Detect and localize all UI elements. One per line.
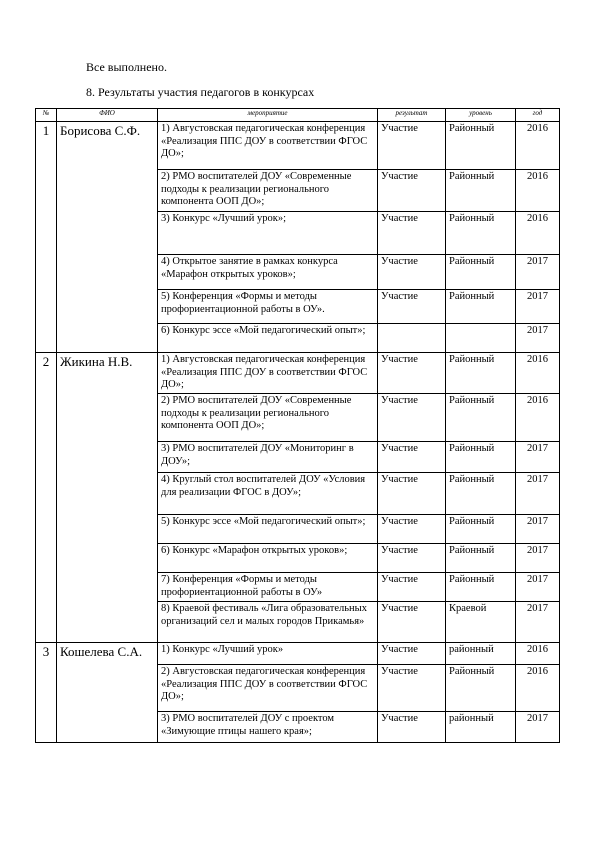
result-cell: Участие bbox=[378, 394, 446, 442]
result-cell: Участие bbox=[378, 122, 446, 170]
event-cell: 8) Краевой фестиваль «Лига образовательных организаций сел и малых городов Прикамья» bbox=[158, 602, 378, 643]
event-cell: 3) Конкурс «Лучший урок»; bbox=[158, 212, 378, 255]
level-cell: Районный bbox=[446, 665, 516, 712]
event-cell: 1) Августовская педагогическая конференция «Реализация ППС ДОУ в соответствии ФГОС ДО»; bbox=[158, 122, 378, 170]
level-cell: Районный bbox=[446, 212, 516, 255]
year-cell: 2017 bbox=[516, 255, 560, 290]
table-row bbox=[36, 353, 560, 394]
level-cell: Районный bbox=[446, 394, 516, 442]
event-cell: 6) Конкурс эссе «Мой педагогический опыт»; bbox=[158, 324, 378, 353]
results-table bbox=[35, 108, 560, 743]
teacher-number: 3 bbox=[36, 643, 57, 743]
event-cell: 4) Круглый стол воспитателей ДОУ «Условия для реализации ФГОС в ДОУ»; bbox=[158, 473, 378, 515]
year-cell: 2017 bbox=[516, 515, 560, 544]
result-cell bbox=[378, 324, 446, 353]
result-cell: Участие bbox=[378, 442, 446, 473]
result-cell: Участие bbox=[378, 473, 446, 515]
table-header-row bbox=[36, 109, 560, 122]
teacher-number: 1 bbox=[36, 122, 57, 353]
level-cell: Районный bbox=[446, 170, 516, 212]
result-cell: Участие bbox=[378, 544, 446, 573]
level-cell: Районный bbox=[446, 353, 516, 394]
result-cell: Участие bbox=[378, 573, 446, 602]
event-cell: 4) Открытое занятие в рамках конкурса «Марафон открытых уроков»; bbox=[158, 255, 378, 290]
header-fio: ФИО bbox=[57, 109, 158, 122]
result-cell: Участие bbox=[378, 353, 446, 394]
level-cell: Краевой bbox=[446, 602, 516, 643]
intro-text: Все выполнено. bbox=[86, 60, 167, 74]
level-cell: Районный bbox=[446, 290, 516, 324]
year-cell: 2017 bbox=[516, 544, 560, 573]
header-year: год bbox=[516, 109, 560, 122]
result-cell: Участие bbox=[378, 643, 446, 665]
header-event: мероприятие bbox=[158, 109, 378, 122]
event-cell: 5) Конференция «Формы и методы профориентационной работы в ОУ». bbox=[158, 290, 378, 324]
teacher-name: Борисова С.Ф. bbox=[57, 122, 158, 353]
event-cell: 7) Конференция «Формы и методы профориентационной работы в ОУ» bbox=[158, 573, 378, 602]
header-num: № bbox=[36, 109, 57, 122]
table-body bbox=[36, 122, 560, 743]
year-cell: 2016 bbox=[516, 170, 560, 212]
teacher-name: Жикина Н.В. bbox=[57, 353, 158, 643]
event-cell: 1) Августовская педагогическая конференция «Реализация ППС ДОУ в соответствии ФГОС ДО»; bbox=[158, 353, 378, 394]
year-cell: 2017 bbox=[516, 712, 560, 743]
result-cell: Участие bbox=[378, 602, 446, 643]
header-level: уровень bbox=[446, 109, 516, 122]
event-cell: 6) Конкурс «Марафон открытых уроков»; bbox=[158, 544, 378, 573]
level-cell: Районный bbox=[446, 255, 516, 290]
teacher-name: Кошелева С.А. bbox=[57, 643, 158, 743]
event-cell: 2) РМО воспитателей ДОУ «Современные подходы к реализации регионального компонента ООП ДО»; bbox=[158, 394, 378, 442]
result-cell: Участие bbox=[378, 290, 446, 324]
year-cell: 2017 bbox=[516, 473, 560, 515]
event-cell: 3) РМО воспитателей ДОУ «Мониторинг в ДОУ»; bbox=[158, 442, 378, 473]
table-row bbox=[36, 122, 560, 170]
level-cell: Районный bbox=[446, 544, 516, 573]
event-cell: 2) Августовская педагогическая конференция «Реализация ППС ДОУ в соответствии ФГОС ДО»; bbox=[158, 665, 378, 712]
level-cell: Районный bbox=[446, 442, 516, 473]
event-cell: 3) РМО воспитателей ДОУ с проектом «Зимующие птицы нашего края»; bbox=[158, 712, 378, 743]
year-cell: 2017 bbox=[516, 324, 560, 353]
result-cell: Участие bbox=[378, 212, 446, 255]
result-cell: Участие bbox=[378, 665, 446, 712]
year-cell: 2017 bbox=[516, 602, 560, 643]
year-cell: 2016 bbox=[516, 212, 560, 255]
event-cell: 1) Конкурс «Лучший урок» bbox=[158, 643, 378, 665]
result-cell: Участие bbox=[378, 712, 446, 743]
level-cell: Районный bbox=[446, 573, 516, 602]
event-cell: 5) Конкурс эссе «Мой педагогический опыт»; bbox=[158, 515, 378, 544]
year-cell: 2016 bbox=[516, 122, 560, 170]
teacher-number: 2 bbox=[36, 353, 57, 643]
result-cell: Участие bbox=[378, 515, 446, 544]
year-cell: 2016 bbox=[516, 394, 560, 442]
level-cell: районный bbox=[446, 643, 516, 665]
level-cell bbox=[446, 324, 516, 353]
level-cell: Районный bbox=[446, 473, 516, 515]
result-cell: Участие bbox=[378, 255, 446, 290]
level-cell: Районный bbox=[446, 515, 516, 544]
table-row bbox=[36, 643, 560, 665]
section-heading: 8. Результаты участия педагогов в конкурсах bbox=[86, 85, 315, 99]
header-result: результат bbox=[378, 109, 446, 122]
result-cell: Участие bbox=[378, 170, 446, 212]
year-cell: 2017 bbox=[516, 573, 560, 602]
year-cell: 2016 bbox=[516, 665, 560, 712]
event-cell: 2) РМО воспитателей ДОУ «Современные подходы к реализации регионального компонента ООП ДО»; bbox=[158, 170, 378, 212]
year-cell: 2017 bbox=[516, 442, 560, 473]
year-cell: 2016 bbox=[516, 643, 560, 665]
level-cell: Районный bbox=[446, 122, 516, 170]
year-cell: 2017 bbox=[516, 290, 560, 324]
year-cell: 2016 bbox=[516, 353, 560, 394]
level-cell: районный bbox=[446, 712, 516, 743]
